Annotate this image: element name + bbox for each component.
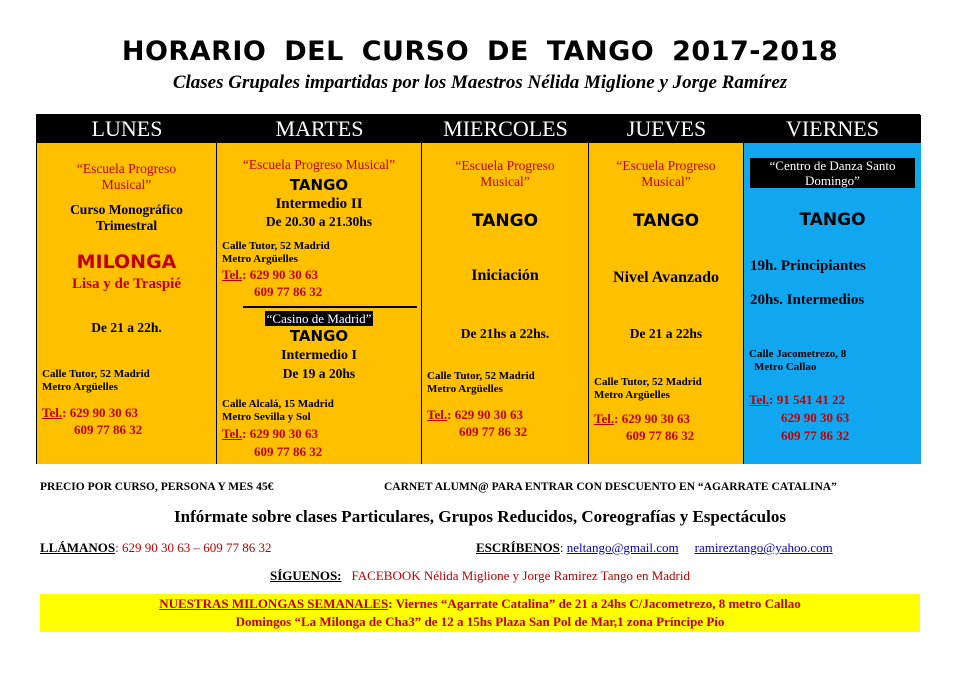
milongas-banner bbox=[40, 594, 920, 632]
header-martes: MARTES bbox=[217, 115, 422, 143]
miercoles-escuela: “Escuela Progreso Musical” bbox=[455, 158, 555, 189]
page-subtitle: Clases Grupales impartidas por los Maestros Nélida Miglione y Jorge Ramírez bbox=[172, 72, 788, 93]
milongas-line1 bbox=[40, 595, 920, 613]
informate-text: Infórmate sobre clases Particulares, Grupos Reducidos, Coreografías y Espectáculos bbox=[174, 507, 786, 526]
milongas-line1-text: : Viernes “Agarrate Catalina” de 21 a 24hs C/Jacometrezo, 8 metro Callao bbox=[388, 596, 801, 611]
miercoles-address1: Calle Tutor, 52 Madrid bbox=[427, 370, 535, 382]
column-jueves bbox=[589, 143, 744, 464]
column-miercoles bbox=[422, 143, 589, 464]
email-link-1[interactable]: neltango@gmail.com bbox=[566, 540, 679, 555]
miercoles-tel-line1 bbox=[422, 406, 588, 423]
viernes-centro: “Centro de Danza Santo Domingo” bbox=[750, 158, 915, 188]
escribenos-label: ESCRÍBENOS bbox=[476, 540, 560, 555]
lunes-milonga: MILONGA bbox=[76, 251, 177, 273]
viernes-address1: Calle Jacometrezo, 8 bbox=[749, 348, 847, 360]
jueves-address1: Calle Tutor, 52 Madrid bbox=[594, 376, 702, 388]
column-lunes bbox=[37, 143, 217, 464]
milongas-label: NUESTRAS MILONGAS SEMANALES bbox=[159, 596, 389, 611]
martes-nivel2: Intermedio I bbox=[281, 348, 357, 363]
jueves-address2: Metro Argüelles bbox=[594, 389, 670, 401]
llamanos-label: LLÁMANOS bbox=[40, 540, 116, 555]
martes-tel1: : 629 90 30 63 bbox=[242, 267, 318, 282]
jueves-tel-label: Tel. bbox=[594, 411, 615, 426]
martes-horario2: De 19 a 20hs bbox=[282, 366, 356, 381]
siguenos-value: FACEBOOK Nélida Miglione y Jorge Ramirez Tango en Madrid bbox=[351, 568, 690, 583]
martes-address2b: Metro Sevilla y Sol bbox=[222, 411, 311, 423]
martes-nivel1: Intermedio II bbox=[275, 196, 363, 212]
precio-text: PRECIO POR CURSO, PERSONA Y MES 45€ bbox=[40, 481, 274, 493]
lunes-address1: Calle Tutor, 52 Madrid bbox=[42, 368, 150, 380]
jueves-horario: De 21 a 22hs bbox=[629, 326, 703, 341]
llamanos-value: : 629 90 30 63 – 609 77 86 32 bbox=[115, 540, 272, 555]
jueves-tel2: 609 77 86 32 bbox=[626, 428, 695, 443]
page-title: HORARIO DEL CURSO DE TANGO 2017-2018 bbox=[121, 36, 839, 67]
viernes-nivel2: 20hs. Intermedios bbox=[750, 292, 865, 308]
martes-tel4: 609 77 86 32 bbox=[254, 444, 323, 459]
martes-address1b: Metro Argüelles bbox=[222, 253, 298, 265]
milongas-line2: Domingos “La Milonga de Cha3” de 12 a 15hs Plaza San Pol de Mar,1 zona Príncipe Pío bbox=[235, 614, 725, 629]
jueves-nivel: Nivel Avanzado bbox=[613, 269, 719, 286]
siguenos-label: SÍGUENOS: bbox=[269, 568, 342, 583]
column-viernes bbox=[744, 143, 921, 464]
schedule-table bbox=[36, 114, 920, 464]
jueves-tel1: : 629 90 30 63 bbox=[614, 411, 690, 426]
lunes-curso: Curso Monográfico Trimestral bbox=[70, 202, 183, 233]
email-link-2[interactable]: ramireztango@yahoo.com bbox=[694, 540, 833, 555]
lunes-tel-label: Tel. bbox=[42, 405, 63, 420]
lunes-horario: De 21 a 22h. bbox=[91, 320, 162, 335]
siguenos-line bbox=[0, 568, 960, 584]
martes-address1a: Calle Tutor, 52 Madrid bbox=[222, 240, 330, 252]
lunes-tel2: 609 77 86 32 bbox=[74, 422, 143, 437]
martes-tango1: TANGO bbox=[289, 176, 349, 194]
lunes-tel-line1 bbox=[37, 404, 216, 421]
header-lunes: LUNES bbox=[37, 115, 217, 143]
llamanos-line bbox=[40, 540, 272, 556]
miercoles-horario: De 21hs a 22hs. bbox=[460, 326, 550, 341]
jueves-tango: TANGO bbox=[632, 211, 700, 231]
martes-address2a: Calle Alcalá, 15 Madrid bbox=[222, 398, 334, 410]
martes-tango2: TANGO bbox=[289, 327, 349, 345]
lunes-tel1: : 629 90 30 63 bbox=[62, 405, 138, 420]
carnet-text: CARNET ALUMN@ PARA ENTRAR CON DESCUENTO EN “AGARRATE CATALINA” bbox=[384, 481, 837, 493]
viernes-tel-label: Tel. bbox=[749, 392, 770, 407]
column-martes bbox=[217, 143, 422, 464]
viernes-tel3: 609 77 86 32 bbox=[781, 428, 850, 443]
lunes-address2: Metro Argüelles bbox=[42, 381, 118, 393]
viernes-centro-wrap bbox=[744, 158, 921, 190]
header-jueves: JUEVES bbox=[589, 115, 744, 143]
martes-divider bbox=[243, 306, 417, 308]
viernes-nivel1: 19h. Principiantes bbox=[750, 258, 866, 274]
martes-tel-line1 bbox=[217, 266, 421, 283]
miercoles-tango: TANGO bbox=[471, 211, 539, 231]
lunes-milonga-sub: Lisa y de Traspié bbox=[71, 276, 182, 292]
header-miercoles: MIERCOLES bbox=[422, 115, 589, 143]
jueves-tel-line1 bbox=[589, 410, 743, 427]
miercoles-tel1: : 629 90 30 63 bbox=[447, 407, 523, 422]
header-viernes: VIERNES bbox=[744, 115, 921, 143]
miercoles-address2: Metro Argüelles bbox=[427, 383, 503, 395]
miercoles-tel-label: Tel. bbox=[427, 407, 448, 422]
martes-casino-wrap bbox=[217, 310, 421, 328]
martes-tel-line3 bbox=[217, 425, 421, 442]
jueves-escuela: “Escuela Progreso Musical” bbox=[616, 158, 716, 189]
viernes-address2: Metro Callao bbox=[754, 361, 817, 373]
martes-escuela: “Escuela Progreso Musical” bbox=[242, 157, 396, 172]
martes-tel3: : 629 90 30 63 bbox=[242, 426, 318, 441]
viernes-tel1: : 91 541 41 22 bbox=[769, 392, 845, 407]
miercoles-nivel: Iniciación bbox=[471, 267, 539, 284]
escribenos-line: ESCRÍBENOS: neltango@gmail.com ramireztango@yahoo.com bbox=[476, 540, 833, 555]
viernes-tel2: 629 90 30 63 bbox=[781, 410, 850, 425]
martes-tel2-label: Tel. bbox=[222, 426, 243, 441]
martes-casino: “Casino de Madrid” bbox=[266, 311, 372, 326]
martes-horario1: De 20.30 a 21.30hs bbox=[265, 214, 373, 229]
lunes-escuela: “Escuela Progreso Musical” bbox=[76, 161, 177, 192]
martes-tel2: 609 77 86 32 bbox=[254, 284, 323, 299]
miercoles-tel2: 609 77 86 32 bbox=[459, 424, 528, 439]
viernes-tango: TANGO bbox=[799, 210, 866, 230]
martes-tel-label: Tel. bbox=[222, 267, 243, 282]
viernes-tel-line1 bbox=[744, 391, 921, 408]
